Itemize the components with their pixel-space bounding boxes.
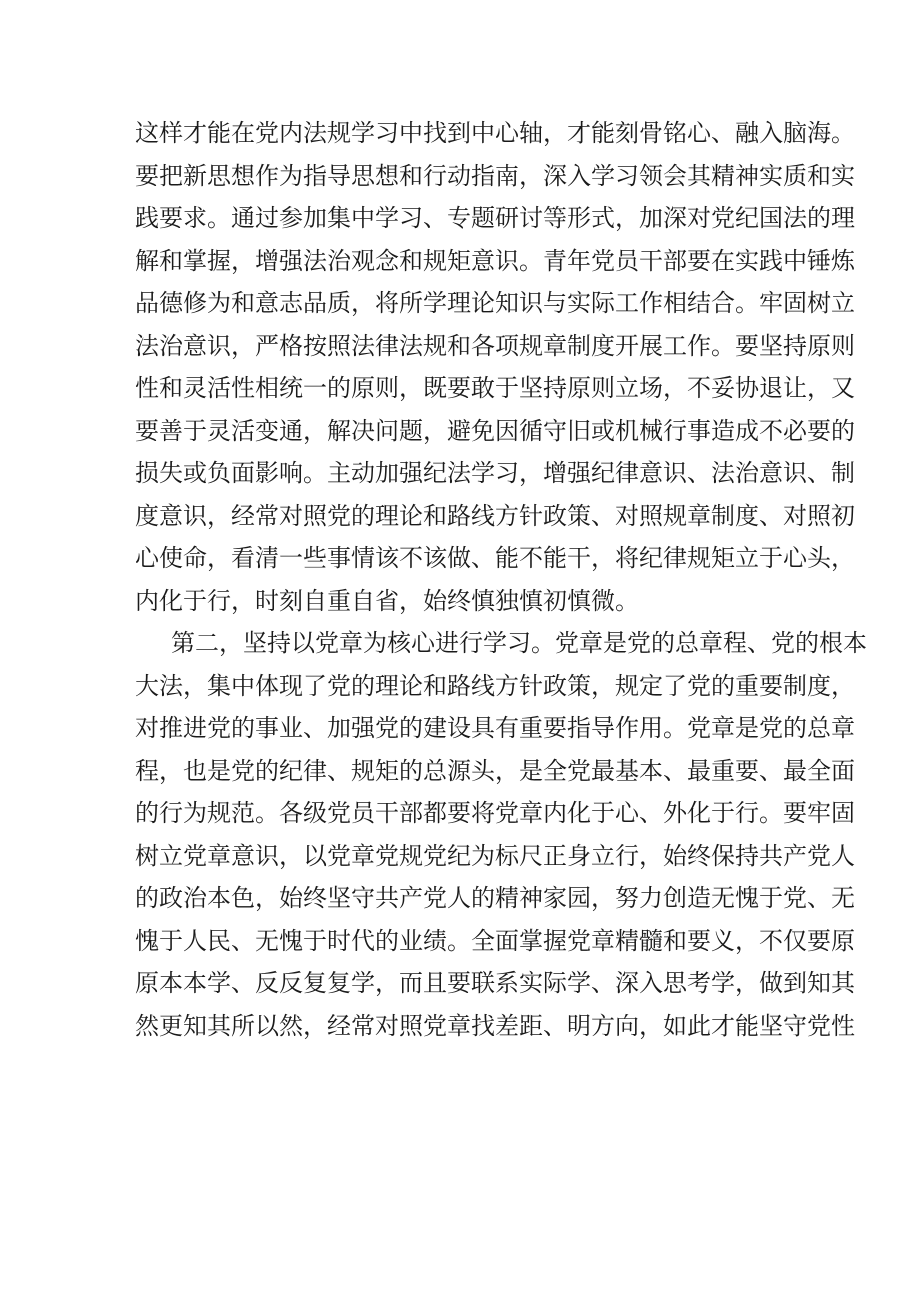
text-line: 心使命，看清一些事情该不该做、能不能干，将纪律规矩立于心头， [135,544,855,572]
text-line: 原本本学、反反复复学，而且要联系实际学、深入思考学，做到知其 [135,969,855,997]
text-line: 这样才能在党内法规学习中找到中心轴，才能刻骨铭心、融入脑海。 [135,119,855,147]
text-line: 法治意识，严格按照法律法规和各项规章制度开展工作。要坚持原则 [135,331,855,360]
text-line: 践要求。通过参加集中学习、专题研讨等形式，加深对党纪国法的理 [135,204,855,232]
text-line: 的政治本色，始终坚守共产党人的精神家园，努力创造无愧于党、无 [135,884,855,912]
text-line: 的行为规范。各级党员干部都要将党章内化于心、外化于行。要牢固 [135,799,855,827]
text-line: 程，也是党的纪律、规矩的总源头，是全党最基本、最重要、最全面 [135,756,855,785]
document-body [135,112,867,1047]
paragraph-end-line: 内化于行，时刻自重自省，始终慎独慎初慎微。 [135,586,639,615]
text-line: 要把新思想作为指导思想和行动指南，深入学习领会其精神实质和实 [135,161,855,190]
text-line: 性和灵活性相统一的原则，既要敢于坚持原则立场，不妥协退让，又 [135,374,855,402]
text-line: 度意识，经常对照党的理论和路线方针政策、对照规章制度、对照初 [135,501,855,530]
text-line: 对推进党的事业、加强党的建设具有重要指导作用。党章是党的总章 [135,714,855,742]
text-line: 大法，集中体现了党的理论和路线方针政策，规定了党的重要制度， [135,671,855,700]
text-line: 损失或负面影响。主动加强纪法学习，增强纪律意识、法治意识、制 [135,459,855,487]
paragraph-first-line: 第二，坚持以党章为核心进行学习。党章是党的总章程、党的根本 [171,629,867,657]
text-line: 品德修为和意志品质，将所学理论知识与实际工作相结合。牢固树立 [135,289,855,317]
text-line: 愧于人民、无愧于时代的业绩。全面掌握党章精髓和要义，不仅要原 [135,926,855,955]
text-line: 树立党章意识，以党章党规党纪为标尺正身立行，始终保持共产党人 [135,841,855,870]
text-line: 解和掌握，增强法治观念和规矩意识。青年党员干部要在实践中锤炼 [135,246,855,275]
text-line: 然更知其所以然，经常对照党章找差距、明方向，如此才能坚守党性 [135,1011,855,1040]
text-line: 要善于灵活变通，解决问题，避免因循守旧或机械行事造成不必要的 [135,416,855,445]
